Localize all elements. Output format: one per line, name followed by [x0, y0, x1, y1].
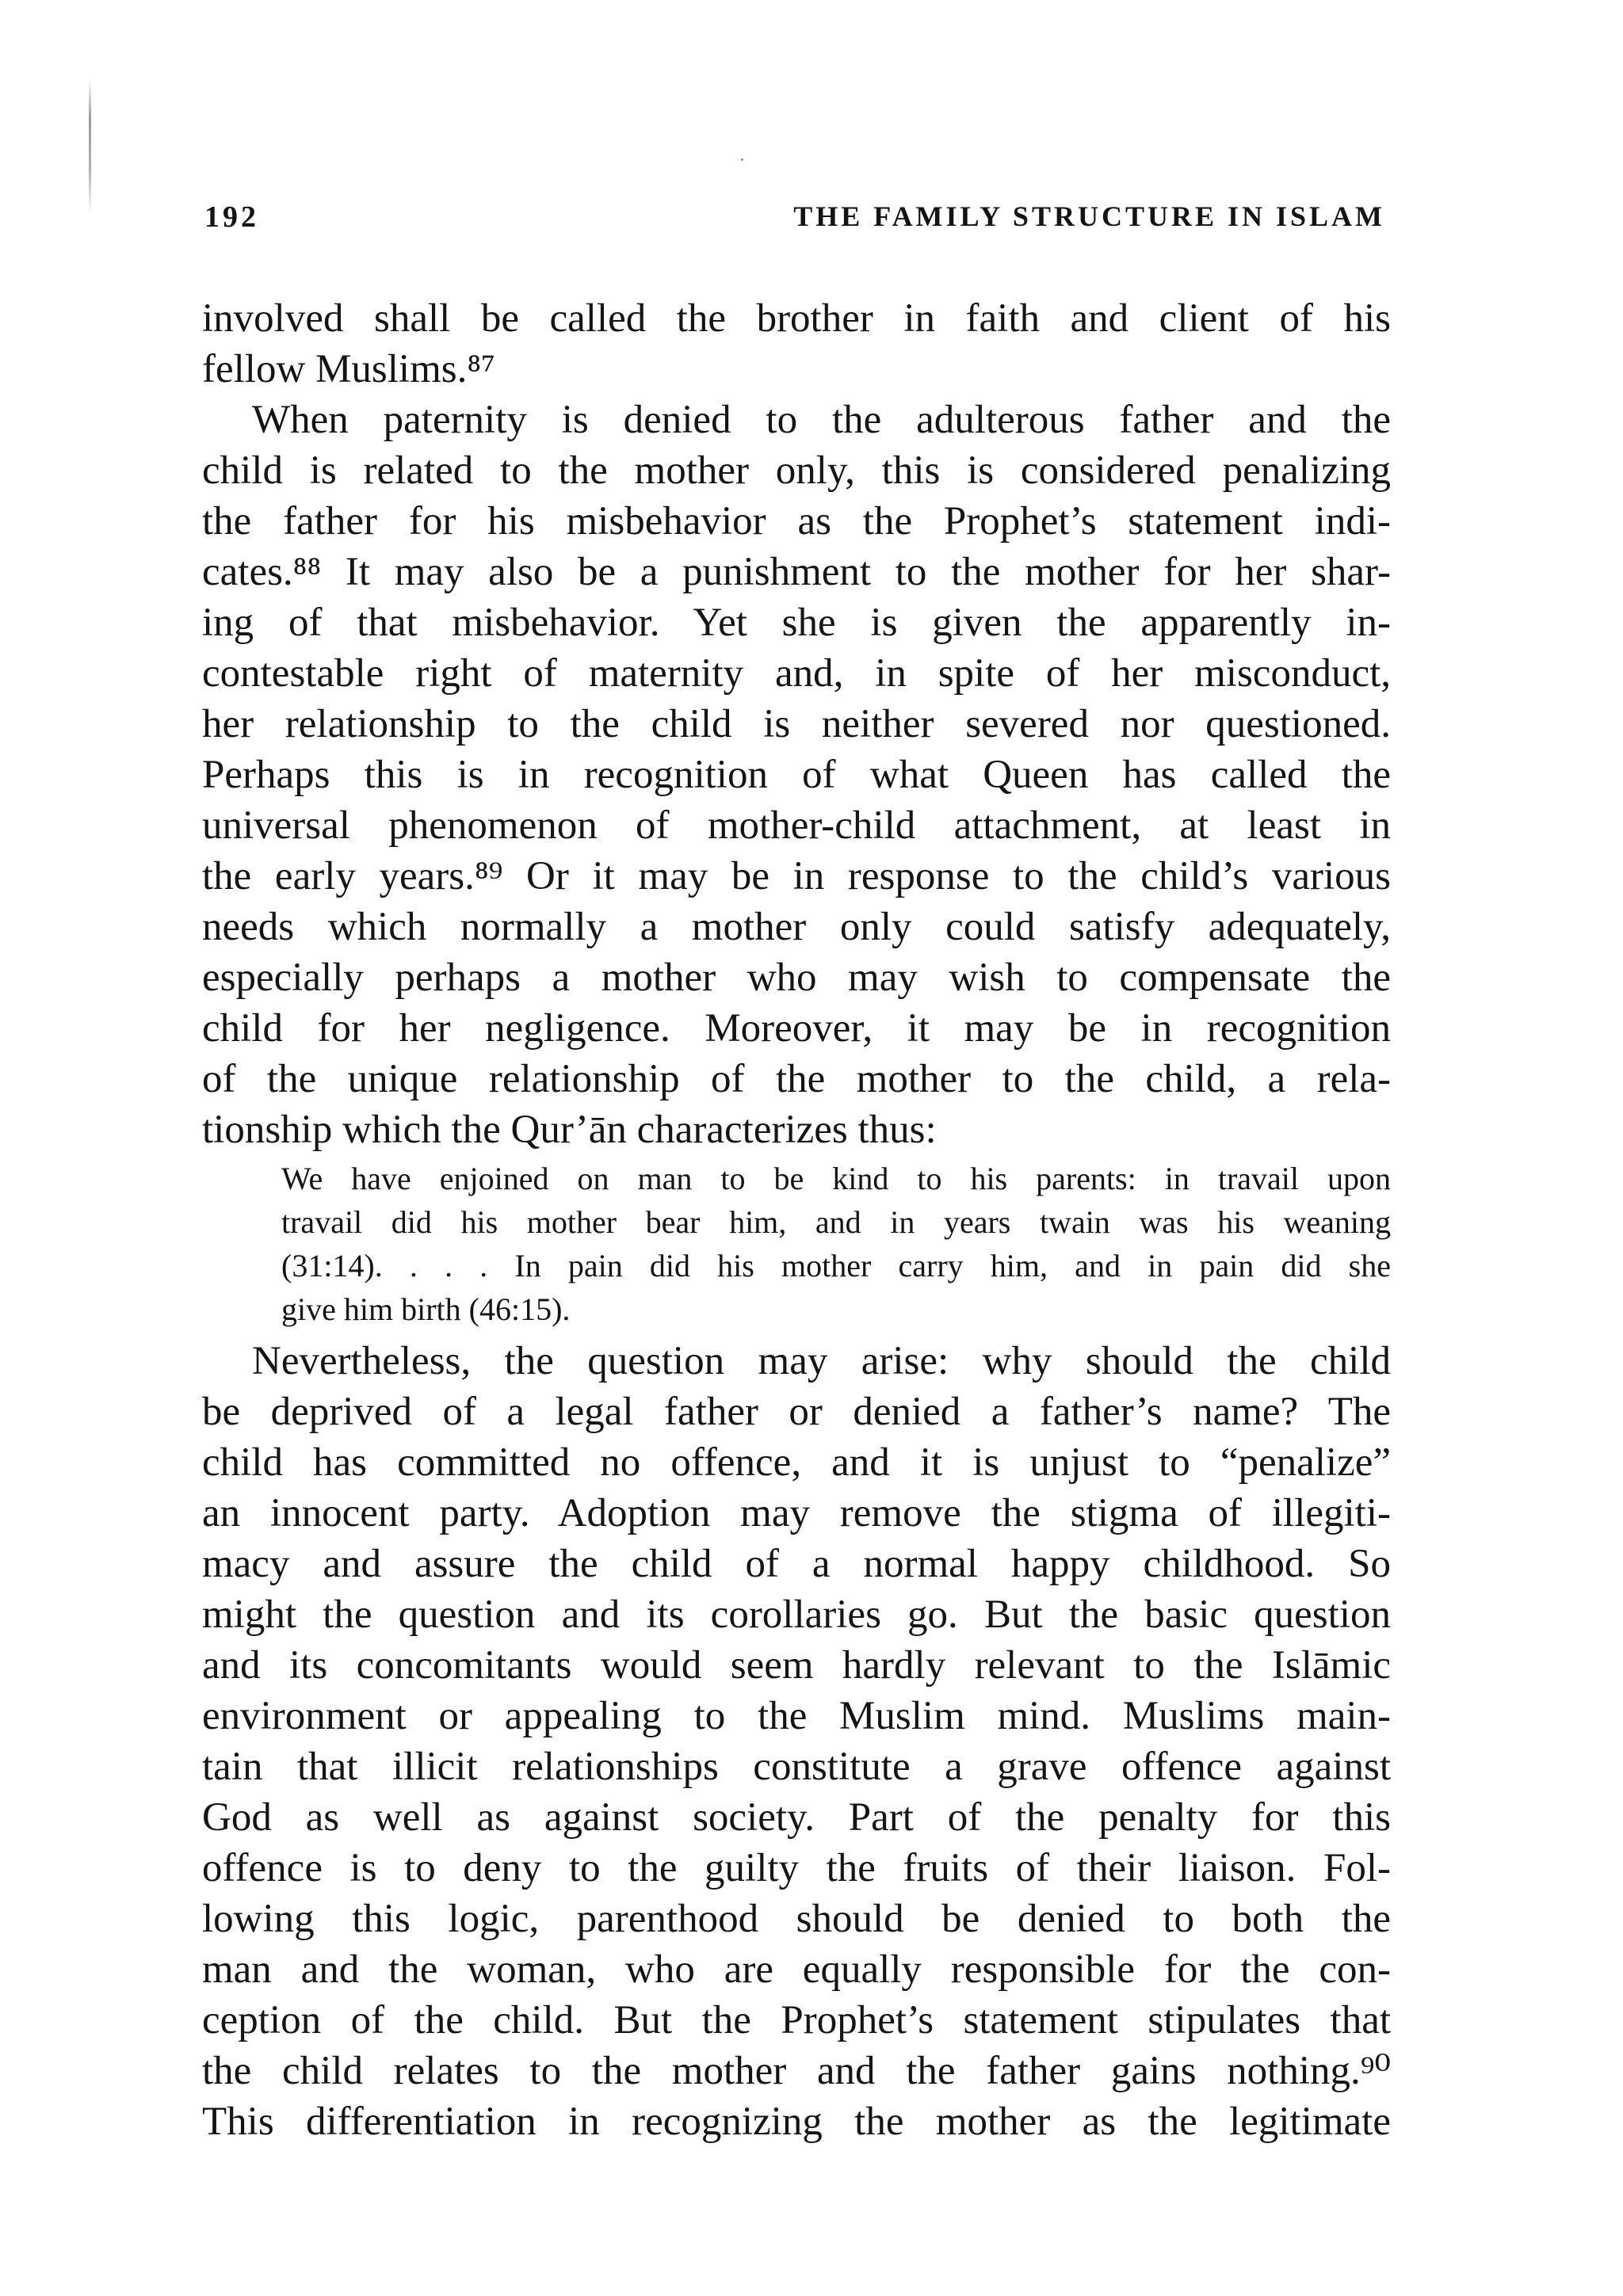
paragraph-1: [202, 293, 1391, 395]
text-line: of the unique relationship of the mother to the child, a rela-: [202, 1057, 1391, 1101]
text-line: child has committed no offence, and it is unjust to “penalize”: [202, 1440, 1391, 1485]
text-line: be deprived of a legal father or denied a father’s name? The: [202, 1390, 1391, 1434]
text-line: man and the woman, who are equally responsible for the con-: [202, 1947, 1391, 1992]
paragraph-3: [202, 1336, 1391, 2147]
text-line: might the question and its corollaries go. But the basic question: [202, 1592, 1391, 1637]
text-line: macy and assure the child of a normal happy childhood. So: [202, 1542, 1391, 1586]
text-line: universal phenomenon of mother-child attachment, at least in: [202, 803, 1391, 848]
paragraph-2: [202, 395, 1391, 1155]
text-line: needs which normally a mother only could satisfy adequately,: [202, 905, 1391, 949]
text-line: child for her negligence. Moreover, it may be in recognition: [202, 1006, 1391, 1051]
text-line: especially perhaps a mother who may wish to compensate the: [202, 955, 1391, 1000]
text-line: an innocent party. Adoption may remove the stigma of illegiti-: [202, 1491, 1391, 1535]
text-line: Nevertheless, the question may arise: why should the child: [252, 1339, 1391, 1383]
text-line: ing of that misbehavior. Yet she is given the apparently in-: [202, 601, 1391, 645]
text-line: God as well as against society. Part of the penalty for this: [202, 1795, 1391, 1840]
text-line: ception of the child. But the Prophet’s statement stipulates that: [202, 1998, 1391, 2042]
text-line: involved shall be called the brother in faith and client of his: [202, 296, 1391, 341]
text-line: contestable right of maternity and, in spite of her misconduct,: [202, 651, 1391, 696]
running-title: THE FAMILY STRUCTURE IN ISLAM: [793, 200, 1385, 232]
text-line: tionship which the Qur’ān characterizes thus:: [202, 1108, 937, 1152]
text-line: cates.⁸⁸ It may also be a punishment to the mother for her shar-: [202, 550, 1391, 594]
page-number: 192: [204, 200, 259, 234]
text-line: the father for his misbehavior as the Prophet’s statement indi-: [202, 499, 1391, 543]
text-line: This differentiation in recognizing the mother as the legitimate: [202, 2100, 1391, 2144]
text-line: lowing this logic, parenthood should be denied to both the: [202, 1897, 1391, 1941]
text-line: offence is to deny to the guilty the fruits of their liaison. Fol-: [202, 1846, 1391, 1890]
scan-speck: [741, 158, 743, 161]
text-line: tain that illicit relationships constitute a grave offence against: [202, 1745, 1391, 1789]
text-line: environment or appealing to the Muslim mind. Muslims main-: [202, 1694, 1391, 1738]
block-quotation: [202, 1157, 1391, 1331]
body-text: [202, 293, 1391, 2147]
quote-line: travail did his mother bear him, and in years twain was his weaning: [281, 1204, 1391, 1240]
quote-line: give him birth (46:15).: [281, 1291, 571, 1327]
quote-line: (31:14). . . . In pain did his mother carry him, and in pain did she: [281, 1248, 1391, 1283]
text-line: the early years.⁸⁹ Or it may be in response to the child’s various: [202, 854, 1391, 898]
text-line: the child relates to the mother and the father gains nothing.⁹⁰: [202, 2049, 1391, 2093]
text-line: Perhaps this is in recognition of what Queen has called the: [202, 753, 1391, 797]
scan-edge-mark: [89, 79, 91, 214]
text-line: her relationship to the child is neither severed nor questioned.: [202, 702, 1391, 746]
text-line: and its concomitants would seem hardly relevant to the Islāmic: [202, 1643, 1391, 1688]
text-line: fellow Muslims.⁸⁷: [202, 347, 495, 391]
running-head: [204, 200, 1385, 239]
text-line: When paternity is denied to the adulterous father and the: [252, 398, 1391, 442]
text-line: child is related to the mother only, this is considered penalizing: [202, 448, 1391, 493]
quote-line: We have enjoined on man to be kind to his parents: in travail upon: [281, 1161, 1391, 1196]
